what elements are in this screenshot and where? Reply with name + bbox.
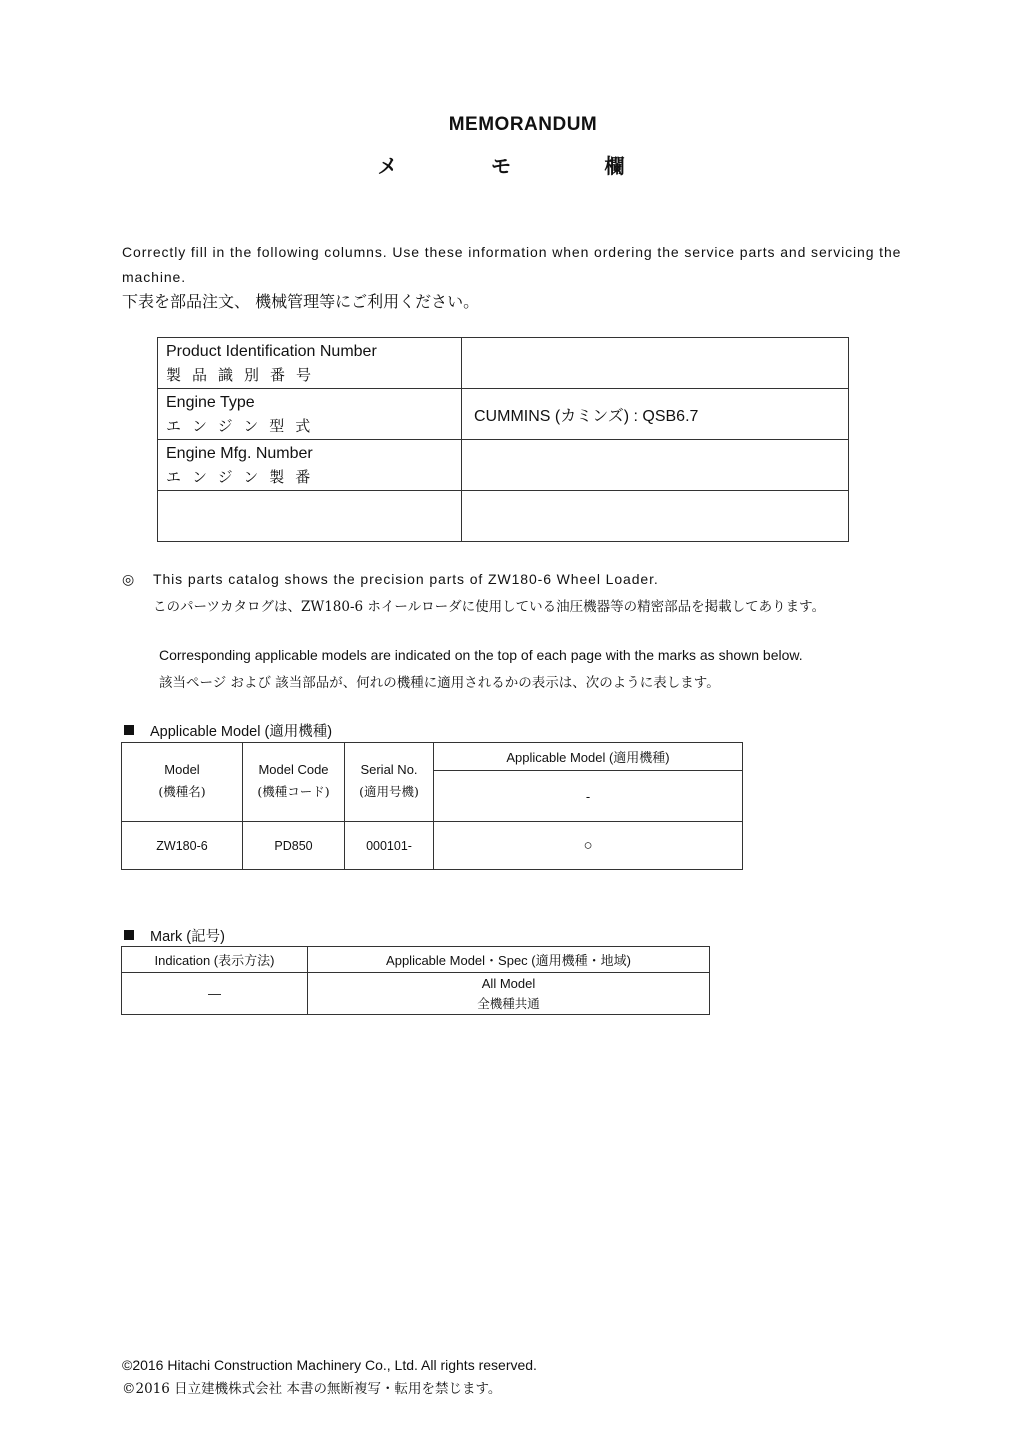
models-note-ja: 該当ページ および 該当部品が、何れの機種に適用されるかの表示は、次のように表します。 xyxy=(159,675,720,691)
table-row xyxy=(158,440,849,491)
info-label-cell xyxy=(158,338,462,389)
info-label-cell xyxy=(158,389,462,440)
table-row xyxy=(122,947,710,973)
table-row xyxy=(122,743,743,771)
double-circle-icon: ◎ xyxy=(122,571,136,587)
cell-serial: 000101- xyxy=(345,822,434,870)
info-label-en: Engine Mfg. Number xyxy=(166,445,313,462)
info-label-en: Product Identification Number xyxy=(166,343,377,360)
copyright-en: ©2016 Hitachi Construction Machinery Co., Ltd. All rights reserved. xyxy=(122,1357,537,1373)
cell-spec-ja: 全機種共通 xyxy=(477,995,540,1011)
memo-info-table xyxy=(157,337,849,542)
header-model-code xyxy=(243,743,345,822)
cell-model: ZW180-6 xyxy=(122,822,243,870)
page-title: MEMORANDUM xyxy=(448,114,598,135)
info-label-ja: エンジン製番 xyxy=(166,468,322,486)
cell-spec-en: All Model xyxy=(481,975,536,991)
header-serial-ja: (適用号機) xyxy=(359,784,419,799)
catalog-note-ja: このパーツカタログは、ZW180-6 ホイールローダに使用している油圧機器等の精密部品を掲載してあります。 xyxy=(153,599,826,615)
info-label-cell xyxy=(158,491,462,542)
black-square-icon xyxy=(124,725,134,735)
header-model-ja: (機種名) xyxy=(158,784,206,799)
info-label-cell xyxy=(158,440,462,491)
info-label-ja: エンジン型式 xyxy=(166,417,322,435)
header-serial xyxy=(345,743,434,822)
header-indication: Indication (表示方法) xyxy=(122,947,308,973)
catalog-note xyxy=(122,571,659,588)
table-row xyxy=(122,822,743,870)
table-row xyxy=(122,973,710,1015)
header-model-code-en: Model Code xyxy=(258,762,329,777)
header-applicable-mark: - xyxy=(434,771,743,822)
applicable-model-heading-text: Applicable Model (適用機種) xyxy=(150,724,333,740)
mark-table xyxy=(121,946,710,1015)
info-label-ja: 製品識別番号 xyxy=(166,366,323,384)
mark-heading-text: Mark (記号) xyxy=(150,929,225,945)
info-label-en: Engine Type xyxy=(166,394,255,411)
applicable-model-heading xyxy=(124,720,332,741)
cell-spec xyxy=(308,973,710,1015)
intro-text: Correctly fill in the following columns. Use these information when ordering the service parts and servicing the machine. xyxy=(122,244,902,285)
mark-heading xyxy=(124,925,225,946)
header-model xyxy=(122,743,243,822)
table-row xyxy=(158,389,849,440)
engine-type-value: CUMMINS (カミンズ) : QSB6.7 xyxy=(462,389,849,440)
cell-model-code: PD850 xyxy=(243,822,345,870)
page-subtitle: メ モ 欄 xyxy=(377,156,669,178)
info-value-cell xyxy=(462,440,849,491)
table-row xyxy=(158,338,849,389)
header-serial-en: Serial No. xyxy=(360,762,418,777)
black-square-icon xyxy=(124,930,134,940)
table-row xyxy=(158,491,849,542)
catalog-note-text: This parts catalog shows the precision parts of ZW180-6 Wheel Loader. xyxy=(153,571,659,587)
applicable-model-table xyxy=(121,742,743,870)
info-value-cell xyxy=(462,338,849,389)
intro-text-ja: 下表を部品注文、 機械管理等にご利用ください。 xyxy=(122,292,480,311)
header-applicable: Applicable Model (適用機種) xyxy=(434,743,743,771)
cell-applicable-mark: ○ xyxy=(434,822,743,870)
cell-indication: — xyxy=(122,973,308,1015)
copyright-ja: ©2016 日立建機株式会社 本書の無断複写・転用を禁じます。 xyxy=(122,1381,502,1397)
models-note: Corresponding applicable models are indicated on the top of each page with the marks as shown below. xyxy=(159,647,803,663)
header-model-code-ja: (機種コード) xyxy=(257,784,330,799)
header-spec: Applicable Model・Spec (適用機種・地域) xyxy=(308,947,710,973)
header-model-en: Model xyxy=(164,762,200,777)
info-value-cell xyxy=(462,491,849,542)
